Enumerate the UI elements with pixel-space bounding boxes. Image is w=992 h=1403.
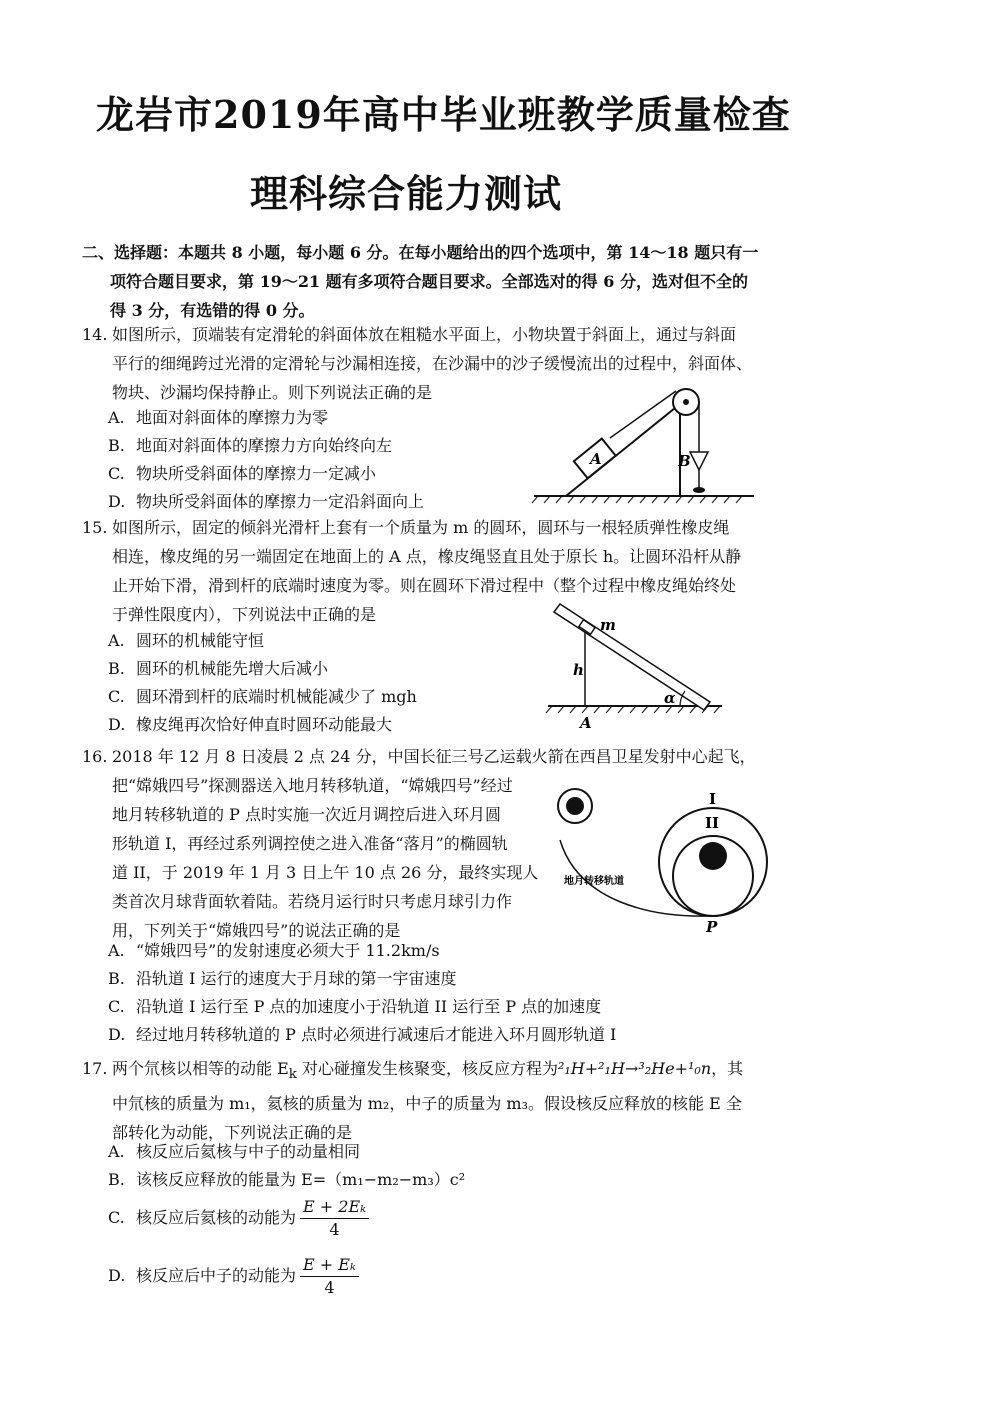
moon-orbit-figure — [548, 780, 778, 940]
option-17d[interactable] — [108, 1254, 359, 1299]
question-number: 16. — [82, 747, 108, 766]
option-label: C. — [108, 997, 125, 1016]
hanger-label: B — [678, 452, 691, 470]
fraction-numerator: E + 2Eₖ — [300, 1196, 369, 1219]
option-label: A. — [108, 631, 125, 650]
option-15a[interactable] — [108, 626, 264, 655]
pulley-axle — [683, 399, 689, 405]
subscript-k: k — [288, 1067, 297, 1083]
option-text: 该核反应释放的能量为 E=（m₁−m₂−m₃）c² — [136, 1170, 466, 1189]
question-text: 形轨道 I，再经过系列调控使之进入准备“落月”的椭圆轨 — [112, 834, 508, 853]
fraction-numerator: E + Eₖ — [300, 1254, 359, 1277]
question-number: 14. — [82, 325, 108, 344]
earth-core — [566, 797, 584, 815]
ground-hatch — [546, 706, 720, 713]
option-text: 核反应后氦核的动能为 — [136, 1208, 297, 1227]
sand-funnel — [690, 452, 708, 470]
option-label: B. — [108, 436, 125, 455]
question-text: 地月转移轨道的 P 点时实施一次近月调控后进入环月圆 — [112, 805, 501, 824]
option-text: 沿轨道 I 运行的速度大于月球的第一宇宙速度 — [136, 969, 457, 988]
option-label: D. — [108, 492, 126, 511]
option-16c[interactable] — [108, 992, 601, 1021]
section-line: 得 3 分，有选错的得 0 分。 — [110, 301, 315, 320]
rod-ring-figure — [540, 600, 740, 735]
option-text: 核反应后中子的动能为 — [136, 1266, 297, 1285]
incline-pulley-figure — [528, 380, 758, 505]
option-text: 地面对斜面体的摩擦力为零 — [136, 408, 329, 427]
question-text: ，其 — [711, 1059, 744, 1078]
question-text: 止开始下滑，滑到杆的底端时速度为零。则在圆环下滑过程中（整个过程中橡皮绳始终处 — [112, 576, 737, 595]
option-label: A. — [108, 408, 125, 427]
option-17b[interactable] — [108, 1165, 465, 1194]
option-label: D. — [108, 715, 126, 734]
orbit-1-label: I — [709, 790, 717, 808]
option-15c[interactable] — [108, 682, 417, 711]
option-text: 圆环滑到杆的底端时机械能减少了 mgh — [136, 687, 417, 706]
option-16a[interactable] — [108, 936, 440, 965]
question-text: 平行的细绳跨过光滑的定滑轮与沙漏相连接，在沙漏中的沙子缓慢流出的过程中，斜面体、 — [112, 354, 753, 373]
question-text: 于弹性限度内），下列说法中正确的是 — [112, 605, 377, 624]
nuclear-equation: ²₁H+²₁H→³₂He+¹₀n — [557, 1059, 712, 1078]
option-text: 橡皮绳再次恰好伸直时圆环动能最大 — [136, 715, 393, 734]
option-14a[interactable] — [108, 403, 328, 432]
option-text: 沿轨道 I 运行至 P 点的加速度小于沿轨道 II 运行至 P 点的加速度 — [136, 997, 602, 1016]
option-label: C. — [108, 464, 125, 483]
fraction-denominator: 4 — [324, 1278, 335, 1297]
question-text: 2018 年 12 月 8 日凌晨 2 点 24 分，中国长征三号乙运载火箭在西昌卫星发射中心起飞， — [112, 747, 756, 766]
option-17c[interactable] — [108, 1196, 369, 1241]
ground-hatch — [532, 496, 742, 503]
angle-label: α — [664, 689, 676, 707]
point-label: A — [580, 714, 592, 732]
option-text: 圆环的机械能守恒 — [136, 631, 265, 650]
question-text: 中氘核的质量为 m₁，氦核的质量为 m₂，中子的质量为 m₃。假设核反应释放的核能 E 全 — [112, 1094, 742, 1114]
option-label: B. — [108, 1170, 125, 1189]
option-text: 物块所受斜面体的摩擦力一定沿斜面向上 — [136, 492, 425, 511]
option-16d[interactable] — [108, 1020, 616, 1049]
question-text: 相连，橡皮绳的另一端固定在地面上的 A 点，橡皮绳竖直且处于原长 h。让圆环沿杆从静 — [112, 547, 742, 566]
option-text: 核反应后氦核与中子的动量相同 — [136, 1142, 361, 1161]
option-text: 物块所受斜面体的摩擦力一定减小 — [136, 464, 377, 483]
transfer-orbit-label: 地月转移轨道 — [564, 876, 624, 887]
fraction-denominator: 4 — [329, 1220, 340, 1239]
orbit-2-label: II — [705, 814, 720, 832]
sand-pile — [693, 487, 705, 493]
fraction — [300, 1254, 359, 1299]
option-label: D. — [108, 1025, 126, 1044]
question-text: 类首次月球背面软着陆。若绕月运行时只考虑月球引力作 — [112, 892, 513, 911]
option-label: A. — [108, 941, 125, 960]
option-text: 圆环的机械能先增大后减小 — [136, 659, 329, 678]
option-17a[interactable] — [108, 1137, 360, 1166]
block-label: A — [590, 450, 602, 468]
option-label: B. — [108, 659, 125, 678]
option-text: “嫦娥四号”的发射速度必须大于 11.2km/s — [136, 941, 440, 960]
question-text: 对心碰撞发生核聚变，核反应方程为 — [296, 1059, 558, 1078]
moon — [699, 842, 727, 870]
incline-body — [566, 404, 680, 496]
question-text: 物块、沙漏均保持静止。则下列说法正确的是 — [112, 383, 433, 402]
question-text: 如图所示，固定的倾斜光滑杆上套有一个质量为 m 的圆环，圆环与一根轻质弹性橡皮绳 — [112, 518, 730, 537]
section-line: 项符合题目要求，第 19～21 题有多项符合题目要求。全部选对的得 6 分，选对但不全的 — [110, 272, 748, 291]
question-17 — [82, 1054, 743, 1147]
option-label: C. — [108, 1208, 125, 1227]
section-line: 二、选择题：本题共 8 小题，每小题 6 分。在每小题给出的四个选项中，第 14～18 题只有一 — [82, 243, 759, 262]
option-16b[interactable] — [108, 964, 457, 993]
option-14b[interactable] — [108, 431, 392, 460]
mass-label: m — [600, 616, 616, 634]
height-label: h — [573, 661, 584, 679]
page-subtitle: 理科综合能力测试 — [250, 171, 563, 216]
option-text: 经过地月转移轨道的 P 点时必须进行减速后才能进入环月圆形轨道 I — [136, 1025, 617, 1044]
question-text: 把“嫦娥四号”探测器送入地月转移轨道，“嫦娥四号”经过 — [112, 776, 513, 795]
option-14c[interactable] — [108, 459, 376, 488]
question-text: 道 II，于 2019 年 1 月 3 日上午 10 点 26 分，最终实现人 — [112, 863, 539, 882]
fraction — [300, 1196, 369, 1241]
question-number: 17. — [82, 1059, 108, 1078]
option-text: 地面对斜面体的摩擦力方向始终向左 — [136, 436, 393, 455]
option-label: C. — [108, 687, 125, 706]
question-text: 两个氘核以相等的动能 E — [112, 1059, 289, 1078]
option-14d[interactable] — [108, 487, 424, 516]
page-title: 龙岩市2019年高中毕业班教学质量检查 — [96, 92, 791, 137]
question-text: 部转化为动能，下列说法正确的是 — [112, 1123, 353, 1143]
ring — [579, 620, 595, 634]
option-15b[interactable] — [108, 654, 328, 683]
option-label: A. — [108, 1142, 125, 1161]
question-text: 如图所示，顶端装有定滑轮的斜面体放在粗糙水平面上，小物块置于斜面上，通过与斜面 — [112, 325, 737, 344]
question-text: 用，下列关于“嫦娥四号”的说法正确的是 — [112, 921, 401, 940]
inclined-rod — [554, 604, 710, 710]
option-15d[interactable] — [108, 710, 392, 739]
section-instructions — [82, 238, 782, 325]
option-label: B. — [108, 969, 125, 988]
question-number: 15. — [82, 518, 108, 537]
option-label: D. — [108, 1266, 126, 1285]
point-label: P — [706, 918, 718, 936]
